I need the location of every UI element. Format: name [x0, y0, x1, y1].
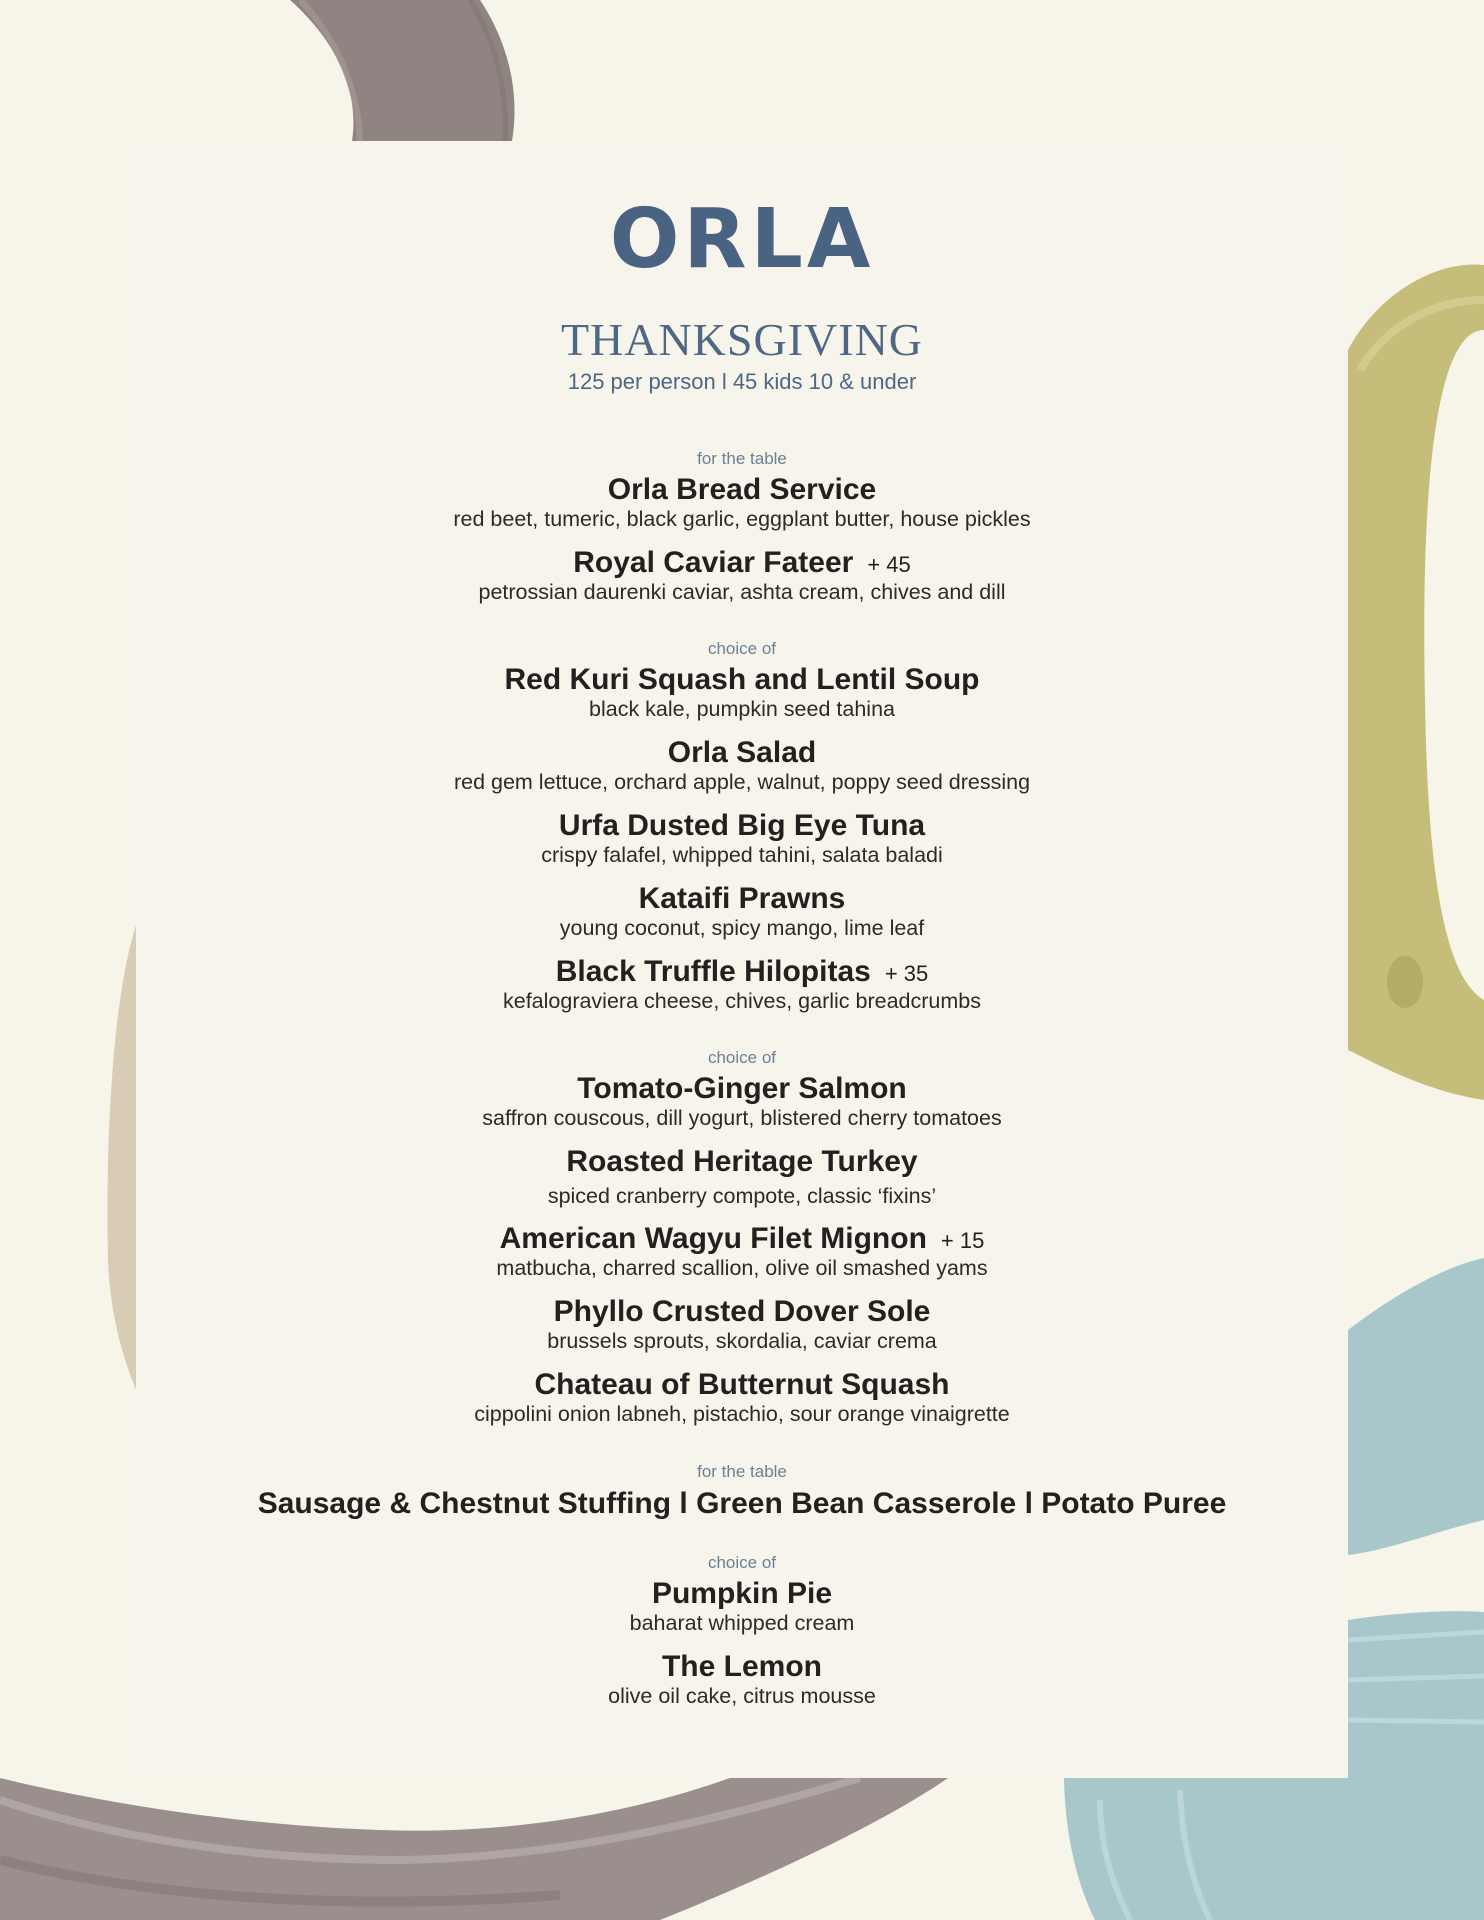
dish-description: olive oil cake, citrus mousse	[608, 1684, 876, 1708]
pricing-line: 125 per person l 45 kids 10 & under	[567, 369, 917, 394]
dish-name: American Wagyu Filet Mignon + 15	[499, 1222, 985, 1255]
dish-description: brussels sprouts, skordalia, caviar crema	[547, 1329, 937, 1353]
dish-name: Urfa Dusted Big Eye Tuna	[558, 809, 926, 842]
dish-description: red beet, tumeric, black garlic, eggplant butter, house pickles	[453, 507, 1031, 531]
dish-name: Black Truffle Hilopitas + 35	[555, 955, 929, 988]
dish-name: Phyllo Crusted Dover Sole	[553, 1295, 931, 1328]
dish-name: Orla Bread Service	[607, 473, 877, 506]
menu-card	[136, 141, 1348, 1778]
section-label: choice of	[707, 639, 777, 658]
dish-supplement: + 45	[867, 552, 911, 577]
teal-brush-stroke-right	[1348, 1258, 1484, 1555]
dish-description: saffron couscous, dill yogurt, blistered cherry tomatoes	[482, 1106, 1002, 1130]
dish-name: The Lemon	[661, 1650, 822, 1683]
restaurant-logo: ORLA	[609, 192, 875, 287]
menu-title: THANKSGIVING	[560, 314, 924, 365]
dish-description: baharat whipped cream	[629, 1611, 855, 1635]
sides-list: Sausage & Chestnut Stuffing l Green Bean Casserole l Potato Puree	[257, 1487, 1227, 1520]
dish-description: petrossian daurenki caviar, ashta cream, chives and dill	[478, 580, 1006, 604]
section-label: for the table	[697, 1462, 787, 1481]
dish-name: Red Kuri Squash and Lentil Soup	[504, 663, 980, 696]
dish-name: Orla Salad	[667, 736, 817, 769]
sand-brush-stroke-left	[107, 925, 136, 1390]
dish-name: Chateau of Butternut Squash	[534, 1368, 950, 1401]
dish-name: Kataifi Prawns	[638, 882, 846, 915]
dish-description: young coconut, spicy mango, lime leaf	[559, 916, 925, 940]
dish-supplement: + 15	[940, 1228, 985, 1253]
teal-brush-stroke-bottom	[1064, 1778, 1484, 1920]
dish-description: matbucha, charred scallion, olive oil smashed yams	[496, 1256, 988, 1280]
section-label: choice of	[707, 1553, 777, 1572]
dish-description: black kale, pumpkin seed tahina	[589, 697, 895, 721]
dish-description: spiced cranberry compote, classic ‘fixins’	[547, 1184, 937, 1208]
dish-description: crispy falafel, whipped tahini, salata baladi	[541, 843, 943, 867]
dish-name: Pumpkin Pie	[651, 1577, 833, 1610]
dish-description: kefalograviera cheese, chives, garlic breadcrumbs	[502, 989, 981, 1013]
dish-name: Tomato-Ginger Salmon	[577, 1072, 907, 1105]
section-label: for the table	[697, 449, 787, 468]
dish-supplement: + 35	[884, 961, 929, 986]
dish-description: red gem lettuce, orchard apple, walnut, poppy seed dressing	[453, 770, 1031, 794]
dish-description: cippolini onion labneh, pistachio, sour orange vinaigrette	[474, 1402, 1010, 1426]
dish-name: Royal Caviar Fateer + 45	[573, 546, 911, 579]
section-label: choice of	[707, 1048, 777, 1067]
dish-name: Roasted Heritage Turkey	[566, 1145, 918, 1178]
